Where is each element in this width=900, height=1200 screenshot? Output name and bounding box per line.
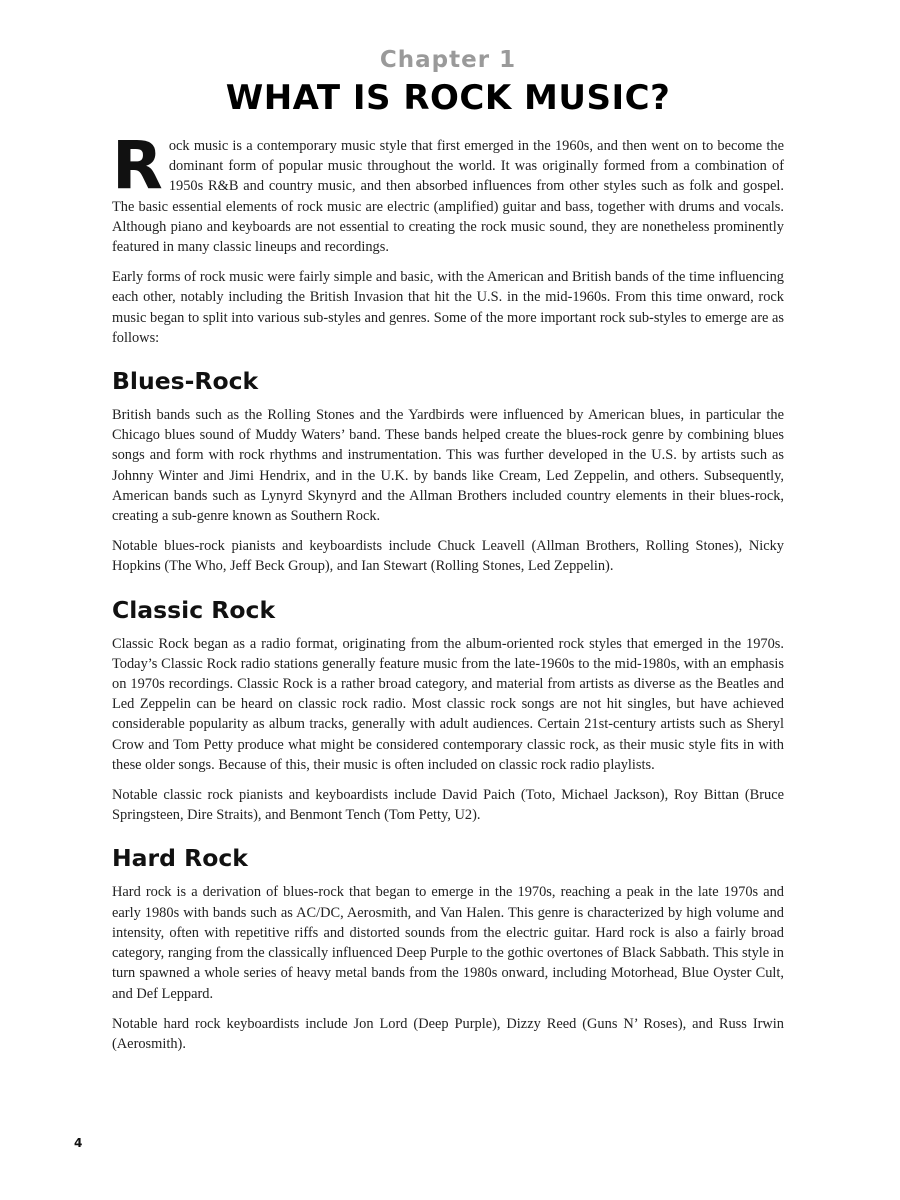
section-heading-hard-rock: Hard Rock xyxy=(112,844,248,873)
section-heading-classic-rock: Classic Rock xyxy=(112,595,276,624)
intro-paragraph-1: Rock music is a contemporary music style that first emerged in the 1960s, and then went on to become the dominant form of popular music throughout the world. It was originally formed from a combination of 1950s R&B and country music, and then absorbed influences from other styles such as folk and gospel. The basic essential elements of rock music are electric (amplified) guitar and bass, together with drums and vocals. Although piano and keyboards are not essential to creating the rock music sound, they are nonetheless prominently featured in many classic lineups and recordings. xyxy=(112,127,784,256)
section-heading-blues-rock: Blues-Rock xyxy=(112,367,259,396)
intro-paragraph-2: Early forms of rock music were fairly simple and basic, with the American and British bands of the time influencing each other, notably including the British Invasion that hit the U.S. in the mid-1960s. From this time onward, rock music began to split into various sub-styles and genres. Some of the more important rock sub-styles to emerge are as follows: xyxy=(112,269,784,346)
chapter-label: Chapter 1 xyxy=(379,47,517,73)
chapter-title: WHAT IS ROCK MUSIC? xyxy=(225,78,671,118)
blues-rock-paragraph-1: British bands such as the Rolling Stones and the Yardbirds were influenced by American blues, in particular the Chicago blues sound of Muddy Waters’ band. These bands helped create the blues-rock genre by combining blues songs and form with rock rhythms and instrumentation. This was further developed in the U.S. by artists such as Johnny Winter and Jimi Hendrix, and in the U.K. by bands like Cream, Led Zeppelin, and others. Subsequently, American bands such as Lynyrd Skynyrd and the Allman Brothers included country elements in their blues-rock, creating a sub-genre known as Southern Rock. xyxy=(112,407,784,525)
page-number: 4 xyxy=(74,1136,83,1150)
hard-rock-paragraph-2: Notable hard rock keyboardists include Jon Lord (Deep Purple), Dizzy Reed (Guns N’ Roses), and Russ Irwin (Aerosmith). xyxy=(112,1015,784,1052)
classic-rock-paragraph-1: Classic Rock began as a radio format, originating from the album-oriented rock styles that emerged in the 1970s. Today’s Classic Rock radio stations generally feature music from the late-1960s to the mid-1980s, with an emphasis on 1970s recordings. Classic Rock is a rather broad category, and material from artists as diverse as the Beatles and Led Zeppelin can be heard on classic rock radio. Most classic rock songs are not hit singles, but have achieved considerable popularity as album tracks, generally with adult audiences. Certain 21st-century artists such as Sheryl Crow and Tom Petty produce what might be considered contemporary classic rock, as their music style fits in with these older songs. Because of this, their music is often included on classic rock radio playlists. xyxy=(112,635,784,773)
classic-rock-paragraph-2: Notable classic rock pianists and keyboardists include David Paich (Toto, Michael Jackson), Roy Bittan (Bruce Springsteen, Dire Straits), and Benmont Tench (Tom Petty, U2). xyxy=(112,787,784,824)
hard-rock-paragraph-1: Hard rock is a derivation of blues-rock that began to emerge in the 1970s, reaching a peak in the late 1970s and early 1980s with bands such as AC/DC, Aerosmith, and Van Halen. This genre is characterized by high volume and intensity, often with repetitive riffs and distorted sounds from the electric guitar. Hard rock is also a fairly broad category, ranging from the classically influenced Deep Purple to the gothic overtones of Black Sabbath. This style in turn spawned a whole series of heavy metal bands from the 1980s onward, including Motorhead, Blue Oyster Cult, and Def Leppard. xyxy=(112,884,784,1002)
page-content xyxy=(112,44,784,1064)
blues-rock-paragraph-2: Notable blues-rock pianists and keyboardists include Chuck Leavell (Allman Brothers, Rolling Stones), Nicky Hopkins (The Who, Jeff Beck Group), and Ian Stewart (Rolling Stones, Led Zeppelin). xyxy=(112,538,784,575)
